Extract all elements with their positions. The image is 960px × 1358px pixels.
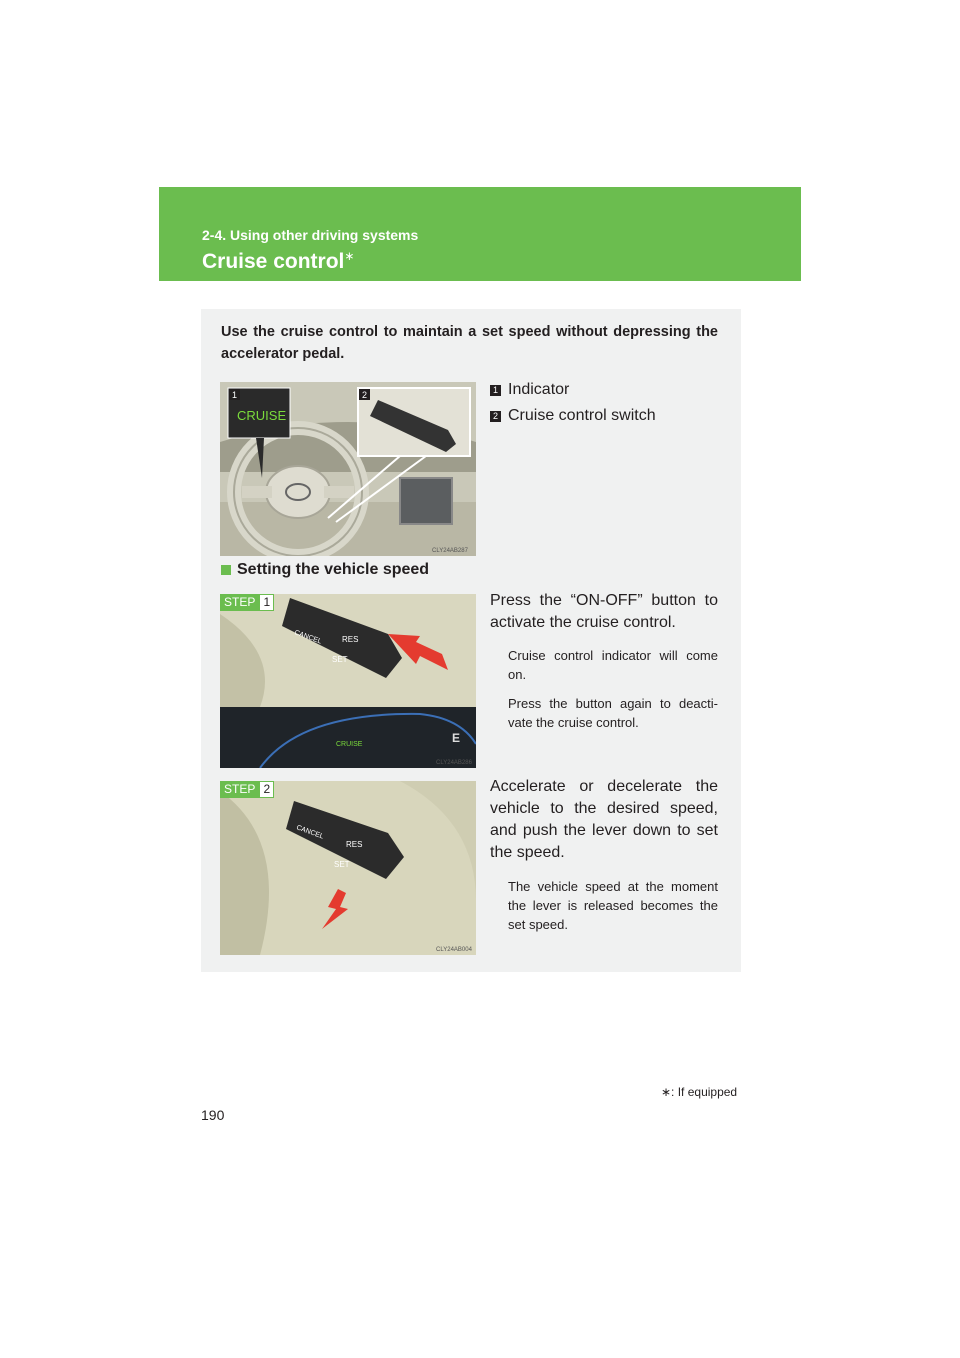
cruise-indicator-text: CRUISE: [237, 408, 287, 423]
step1-note-1: Cruise control indicator will come on.: [508, 648, 718, 682]
figure-code: CLY24AB287: [432, 548, 468, 554]
dashboard-figure: [220, 382, 476, 556]
step-number: 2: [259, 781, 274, 798]
step1-tag: [220, 594, 274, 611]
step1-instruction: Press the “ON-OFF” button to activate the cruise control.: [490, 592, 718, 631]
figure-code: CLY24AB286: [436, 760, 472, 766]
section-label: 2-4. Using other driving systems: [202, 227, 419, 243]
legend-item-indicator: [490, 377, 656, 403]
step1-figure: [220, 594, 476, 768]
legend-number: 1: [490, 385, 501, 396]
bullet-square-icon: [221, 565, 231, 575]
step2-note-1: The vehicle speed at the moment the lever is released becomes the set speed.: [508, 879, 718, 932]
figure-code: CLY24AB004: [436, 947, 472, 953]
lever-set-label: SET: [332, 655, 348, 664]
fuel-gauge-letter: E: [452, 731, 461, 745]
figure-legend: [490, 377, 656, 429]
legend-label: Indicator: [508, 381, 570, 398]
step2-tag: [220, 781, 274, 798]
step1-note-2: Press the button again to deacti-vate the cruise control.: [508, 696, 718, 730]
callout-1: 1: [232, 390, 238, 400]
lever-cancel-label: CANCEL: [295, 824, 325, 841]
if-equipped-mark: ∗: [344, 249, 355, 263]
content-panel: [201, 309, 741, 972]
step-number: 1: [259, 594, 274, 611]
page-title-text: Cruise control: [202, 250, 345, 273]
legend-item-switch: [490, 403, 656, 429]
lever-res-label: RES: [346, 840, 363, 849]
cluster-cruise-text: CRUISE: [336, 741, 363, 748]
page-title: [202, 249, 354, 274]
subheading: [221, 561, 429, 579]
subheading-text: Setting the vehicle speed: [237, 561, 430, 578]
legend-number: 2: [490, 411, 501, 422]
footnote: ∗: If equipped: [661, 1085, 738, 1099]
page-number: 190: [201, 1107, 225, 1123]
step2-figure: [220, 781, 476, 955]
step2-instruction: Accelerate or decelerate the vehicle to the desired speed, and push the lever down to set the speed.: [490, 778, 718, 861]
callout-2: 2: [362, 390, 368, 400]
lever-set-label: SET: [334, 860, 350, 869]
lever-cancel-label: CANCEL: [293, 629, 323, 646]
step-word: STEP: [220, 781, 259, 798]
section-header-bar: [159, 187, 801, 281]
intro-text: Use the cruise control to maintain a set speed without depressing the accelerator pedal.: [221, 324, 718, 362]
legend-label: Cruise control switch: [508, 407, 656, 424]
lever-res-label: RES: [342, 635, 359, 644]
step-word: STEP: [220, 594, 259, 611]
